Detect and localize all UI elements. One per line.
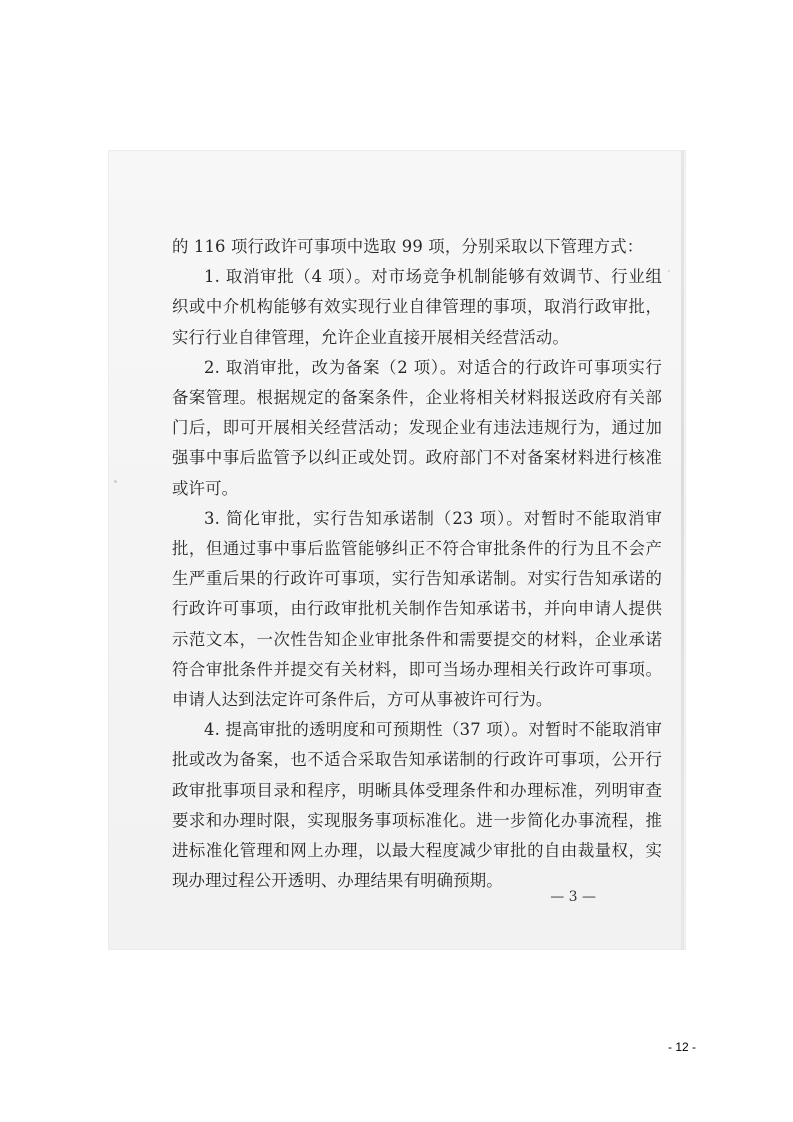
scan-speck [114, 480, 117, 483]
paragraph-intro-continuation: 的 116 项行政许可事项中选取 99 项，分别采取以下管理方式： [172, 237, 644, 256]
paragraph-item-3: 3. 简化审批，实行告知承诺制（23 项）。对暂时不能取消审批，但通过事中事后监管能够纠正不符合审批条件的行为且不会产生严重后果的行政许可事项，实行告知承诺制。对实行告知承诺的行政许可事项，由行政审批机关制作告知承诺书，并向申请人提供示范文本，一次性告知企业审批条件和需要提交的材料，企业承诺符合审批条件并提交有关材料，即可当场办理相关行政许可事项。申请人达到法定许可条件后，方可从事被许可行为。 [172, 508, 662, 710]
scan-speck [668, 270, 670, 272]
body-text [172, 232, 662, 896]
paragraph-item-1: 1. 取消审批（4 项）。对市场竞争机制能够有效调节、行业组织或中介机构能够有效实现行业自律管理的事项，取消行政审批，实行行业自律管理，允许企业直接开展相关经营活动。 [172, 267, 662, 347]
scanned-page [108, 150, 686, 950]
page-number: - 12 - [668, 1040, 697, 1054]
paragraph-item-4: 4. 提高审批的透明度和可预期性（37 项）。对暂时不能取消审批或改为备案，也不适合采取告知承诺制的行政许可事项，公开行政审批事项目录和程序，明晰具体受理条件和办理标准，列明审查要求和办理时限，实现服务事项标准化。进一步简化办事流程，推进标准化管理和网上办理，以最大程度减少审批的自由裁量权，实现办理过程公开透明、办理结果有明确预期。 [172, 720, 662, 891]
paragraph-item-2: 2. 取消审批，改为备案（2 项）。对适合的行政许可事项实行备案管理。根据规定的备案条件，企业将相关材料报送政府有关部门后，即可开展相关经营活动；发现企业有违法违规行为，通过加强事中事后监管予以纠正或处罚。政府部门不对备案材料进行核准或许可。 [172, 357, 662, 498]
scan-page-marker: — 3 — [550, 889, 596, 905]
